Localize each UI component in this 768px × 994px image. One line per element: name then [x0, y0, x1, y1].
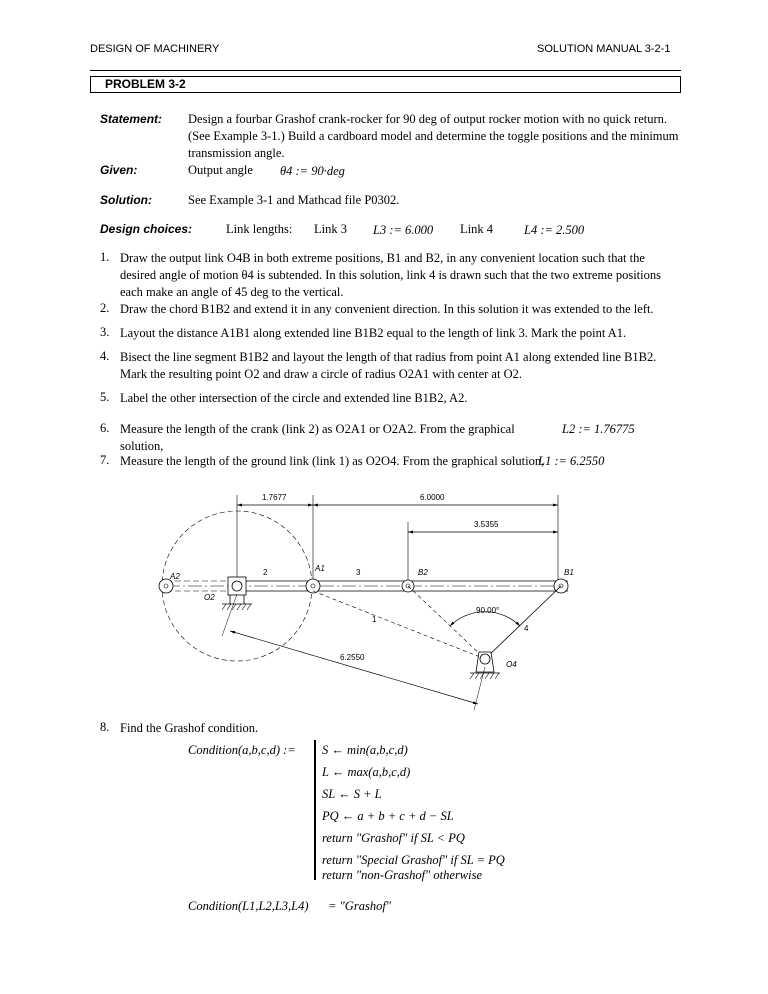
- design-choices-label: Design choices:: [100, 222, 193, 236]
- label-A1: A1: [315, 564, 325, 573]
- step-number: 8.: [100, 720, 110, 734]
- label-B2: B2: [418, 568, 428, 577]
- program-header: Condition(a,b,c,d) :=: [188, 743, 296, 757]
- link-1-ghost: [313, 591, 485, 659]
- solution-text: See Example 3-1 and Mathcad file P0302.: [188, 193, 400, 207]
- statement-text: Design a fourbar Grashof crank-rocker for 90 deg of output rocker motion with no quick return. (See Example 3-1.) Build a cardboard model and determine the toggle positions and the minimum transmission angle.: [188, 112, 679, 160]
- ground-dimension-line: [230, 631, 478, 704]
- link4-value: L4 := 2.500: [524, 223, 585, 237]
- header-left: DESIGN OF MACHINERY: [90, 43, 220, 55]
- step-text: Draw the output link O4B in both extreme positions, B1 and B2, in any convenient location such that the desired angle of motion θ4 is subtended. In this solution, link 4 is drawn such that the two extreme positions each make an angle of 45 deg to the vertical.: [120, 251, 661, 299]
- step-text: Layout the distance A1B1 along extended line B1B2 equal to the length of link 3. Mark the point A1.: [120, 326, 627, 340]
- label-B1: B1: [564, 568, 574, 577]
- dim-ground: 6.2550: [340, 653, 365, 662]
- result-value: = "Grashof": [328, 899, 392, 913]
- program-line: return "Grashof" if SL < PQ: [322, 831, 465, 845]
- step-text: Bisect the line segment B1B2 and layout the length of that radius from point A1 along extended line B1B2. Mark the resulting point O2 and draw a circle of radius O2A1 with center at O2.: [120, 350, 657, 381]
- step-number: 7.: [100, 453, 110, 467]
- step-number: 3.: [100, 325, 110, 339]
- link-4-label: 4: [524, 624, 529, 633]
- link-4: [485, 586, 561, 659]
- program-line: return "non-Grashof" otherwise: [322, 868, 483, 882]
- step-number: 5.: [100, 390, 110, 404]
- step-text: Measure the length of the crank (link 2) as O2A1 or O2A2. From the graphical solution,: [120, 422, 515, 453]
- link-1-label: 1: [372, 615, 377, 624]
- program-line: S ← min(a,b,c,d): [322, 743, 408, 757]
- step-number: 2.: [100, 301, 110, 315]
- program-line: PQ ← a + b + c + d − SL: [322, 809, 454, 823]
- step-text: Label the other intersection of the circle and extended line B1B2, A2.: [120, 391, 468, 405]
- link3-label: Link 3: [314, 222, 347, 236]
- link-3-label: 3: [356, 568, 361, 577]
- link4-label: Link 4: [460, 222, 493, 236]
- dim-middle: 3.5355: [474, 520, 499, 529]
- program-bracket: [314, 740, 316, 880]
- joint-A1: [306, 579, 320, 593]
- program-line: SL ← S + L: [322, 787, 382, 801]
- result-call: Condition(L1,L2,L3,L4): [188, 899, 309, 913]
- link-4-ghost: [408, 586, 485, 659]
- step-number: 6.: [100, 421, 110, 435]
- step-text: Measure the length of the ground link (link 1) as O2O4. From the graphical solution,: [120, 454, 545, 468]
- given-label: Given:: [100, 163, 138, 177]
- statement-label: Statement:: [100, 112, 163, 126]
- step-text: Draw the chord B1B2 and extend it in any convenient direction. In this solution it was extended to the left.: [120, 302, 654, 316]
- dim-top-left: 1.7677: [262, 493, 287, 502]
- label-O2: O2: [204, 593, 215, 602]
- joint-A2: [159, 579, 173, 593]
- header-right: SOLUTION MANUAL 3-2-1: [537, 43, 671, 55]
- link-2-label: 2: [263, 568, 268, 577]
- step-result: L1 := 6.2550: [538, 454, 605, 468]
- link-lengths-label: Link lengths:: [226, 222, 293, 236]
- step-text: Find the Grashof condition.: [120, 721, 259, 735]
- given-formula: θ4 := 90·deg: [280, 164, 345, 178]
- program-line: return "Special Grashof" if SL = PQ: [322, 853, 505, 867]
- step-number: 1.: [100, 250, 110, 264]
- solution-label: Solution:: [100, 193, 152, 207]
- link3-value: L3 := 6.000: [373, 223, 434, 237]
- label-O4: O4: [506, 660, 517, 669]
- problem-title: PROBLEM 3-2: [105, 77, 186, 91]
- angle-label: 90.00°: [476, 606, 500, 615]
- step-result: L2 := 1.76775: [562, 422, 635, 436]
- dim-top-right: 6.0000: [420, 493, 445, 502]
- given-text: Output angle: [188, 163, 253, 177]
- label-A2: A2: [170, 572, 180, 581]
- step-number: 4.: [100, 349, 110, 363]
- program-line: L ← max(a,b,c,d): [322, 765, 411, 779]
